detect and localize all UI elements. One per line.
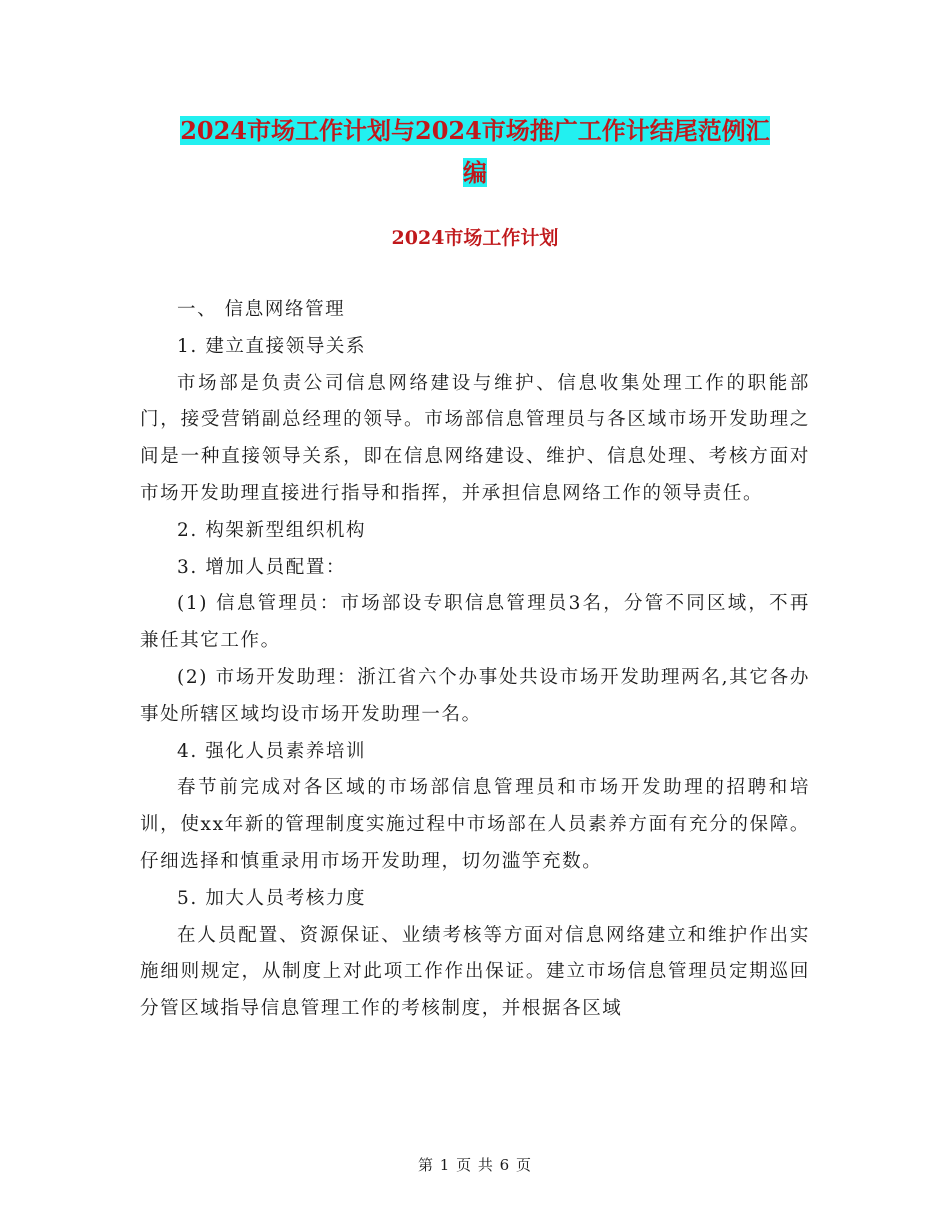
- paragraph: 一、 信息网络管理: [177, 299, 346, 320]
- paragraph: 5. 加大人员考核力度: [177, 887, 367, 909]
- section-title: 2024市场工作计划: [391, 227, 559, 249]
- paragraph: 3. 增加人员配置：: [177, 556, 347, 578]
- paragraph: 4. 强化人员素养培训: [177, 740, 367, 762]
- paragraph: (2) 市场开发助理：浙江省六个办事处共设市场开发助理两名,其它各办事处所辖区域均设市场开发助理一名。: [140, 666, 810, 725]
- paragraph: 在人员配置、资源保证、业绩考核等方面对信息网络建立和维护作出实施细则规定，从制度上对此项工作作出保证。建立市场信息管理员定期巡回分管区域指导信息管理工作的考核制度，并根据各区域: [140, 924, 810, 1020]
- paragraph: 1. 建立直接领导关系: [177, 335, 367, 357]
- document-body: [140, 292, 810, 1028]
- document-title: [140, 110, 810, 194]
- document-title-line-2: 编: [463, 158, 487, 187]
- paragraph: (1) 信息管理员：市场部设专职信息管理员3名，分管不同区域，不再兼任其它工作。: [140, 593, 810, 652]
- paragraph: 春节前完成对各区域的市场部信息管理员和市场开发助理的招聘和培训，使xx年新的管理制度实施过程中市场部在人员素养方面有充分的保障。仔细选择和慎重录用市场开发助理，切勿滥竽充数。: [140, 777, 810, 872]
- document-title-line-1: 2024市场工作计划与2024市场推广工作计结尾范例汇: [180, 116, 770, 145]
- paragraph: 2. 构架新型组织机构: [177, 519, 367, 541]
- page-footer: 第 1 页 共 6 页: [418, 1156, 532, 1174]
- paragraph: 市场部是负责公司信息网络建设与维护、信息收集处理工作的职能部门，接受营销副总经理的领导。市场部信息管理员与各区域市场开发助理之间是一种直接领导关系，即在信息网络建设、维护、信息处理、考核方面对市场开发助理直接进行指导和指挥，并承担信息网络工作的领导责任。: [140, 372, 810, 504]
